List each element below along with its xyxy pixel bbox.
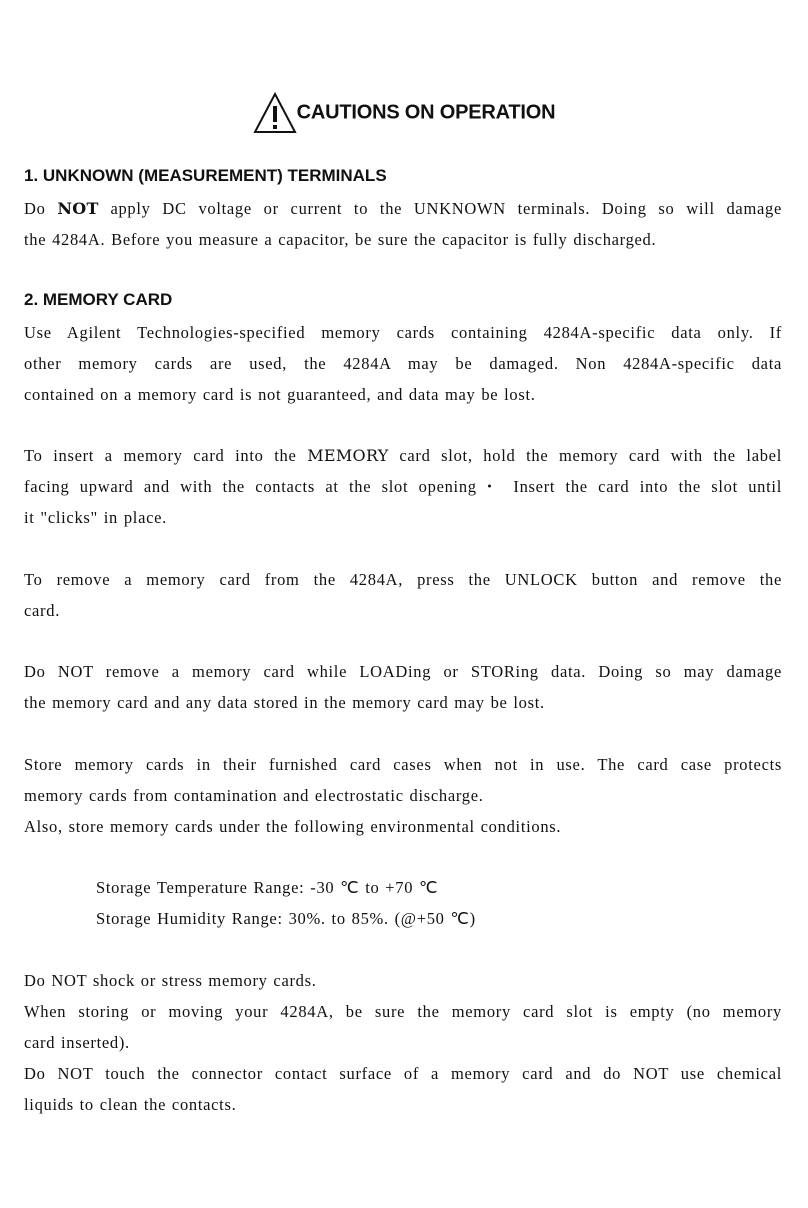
- paragraph-line: card inserted).: [24, 1033, 130, 1052]
- paragraph-line: the 4284A. Before you measure a capacitor, be sure the capacitor is fully discharged.: [24, 230, 657, 249]
- paragraph-line: other memory cards are used, the 4284A may be damaged. Non 4284A-specific data: [24, 354, 782, 373]
- paragraph-line: Do NOT touch the connector contact surface of a memory card and do NOT use chemical: [24, 1064, 782, 1083]
- paragraph-line: Also, store memory cards under the following environmental conditions.: [24, 817, 562, 836]
- paragraph-line: To remove a memory card from the 4284A, press the UNLOCK button and remove the: [24, 570, 782, 589]
- paragraph-line: Use Agilent Technologies-specified memory cards containing 4284A-specific data only. If: [24, 323, 782, 342]
- text-run: apply DC voltage or current to the UNKNOWN terminals. Doing so will damage: [98, 199, 782, 218]
- emphasis-not: NOT: [57, 199, 99, 218]
- storage-temperature-range: Storage Temperature Range: -30 ℃ to +70 ℃: [96, 878, 439, 897]
- paragraph-line: it "clicks" in place.: [24, 508, 167, 527]
- paragraph-remove-card: [24, 564, 782, 626]
- paragraph-unknown-terminals: [24, 193, 782, 255]
- paragraph-line: card.: [24, 601, 61, 620]
- paragraph-line: Store memory cards in their furnished card cases when not in use. The card case protects: [24, 755, 782, 774]
- paragraph-line: [24, 440, 782, 471]
- text-run: card slot, hold the memory card with the label: [388, 446, 782, 465]
- text-run: To insert a memory card into the: [24, 446, 308, 465]
- paragraph-line: the memory card and any data stored in the memory card may be lost.: [24, 693, 545, 712]
- page-title-text: CAUTIONS ON OPERATION: [296, 101, 556, 124]
- paragraph-memory-card-spec: [24, 317, 782, 410]
- section-heading-unknown-terminals: 1. UNKNOWN (MEASUREMENT) TERMINALS: [24, 166, 387, 185]
- paragraph-line: When storing or moving your 4284A, be sure the memory card slot is empty (no memory: [24, 1002, 782, 1021]
- paragraph-line: facing upward and with the contacts at the slot opening・ Insert the card into the slot until: [24, 477, 782, 496]
- paragraph-line: Do NOT shock or stress memory cards.: [24, 971, 317, 990]
- paragraph-handling: [24, 965, 782, 1120]
- page-title: [0, 92, 808, 134]
- storage-conditions: [96, 872, 696, 934]
- paragraph-line: memory cards from contamination and electrostatic discharge.: [24, 786, 484, 805]
- paragraph-line: Do NOT remove a memory card while LOADing or STORing data. Doing so may damage: [24, 662, 782, 681]
- warning-triangle-icon: [253, 92, 297, 134]
- paragraph-do-not-remove: [24, 656, 782, 718]
- text-run: Do: [24, 199, 58, 218]
- paragraph-line: [24, 193, 782, 224]
- section-heading-memory-card: 2. MEMORY CARD: [24, 290, 173, 309]
- paragraph-insert-card: [24, 440, 782, 533]
- paragraph-line: contained on a memory card is not guaranteed, and data may be lost.: [24, 385, 536, 404]
- paragraph-line: liquids to clean the contacts.: [24, 1095, 237, 1114]
- memory-label: MEMORY: [307, 446, 389, 465]
- paragraph-store-cards: [24, 749, 782, 842]
- storage-humidity-range: Storage Humidity Range: 30%. to 85%. (@+50 ℃): [96, 909, 476, 928]
